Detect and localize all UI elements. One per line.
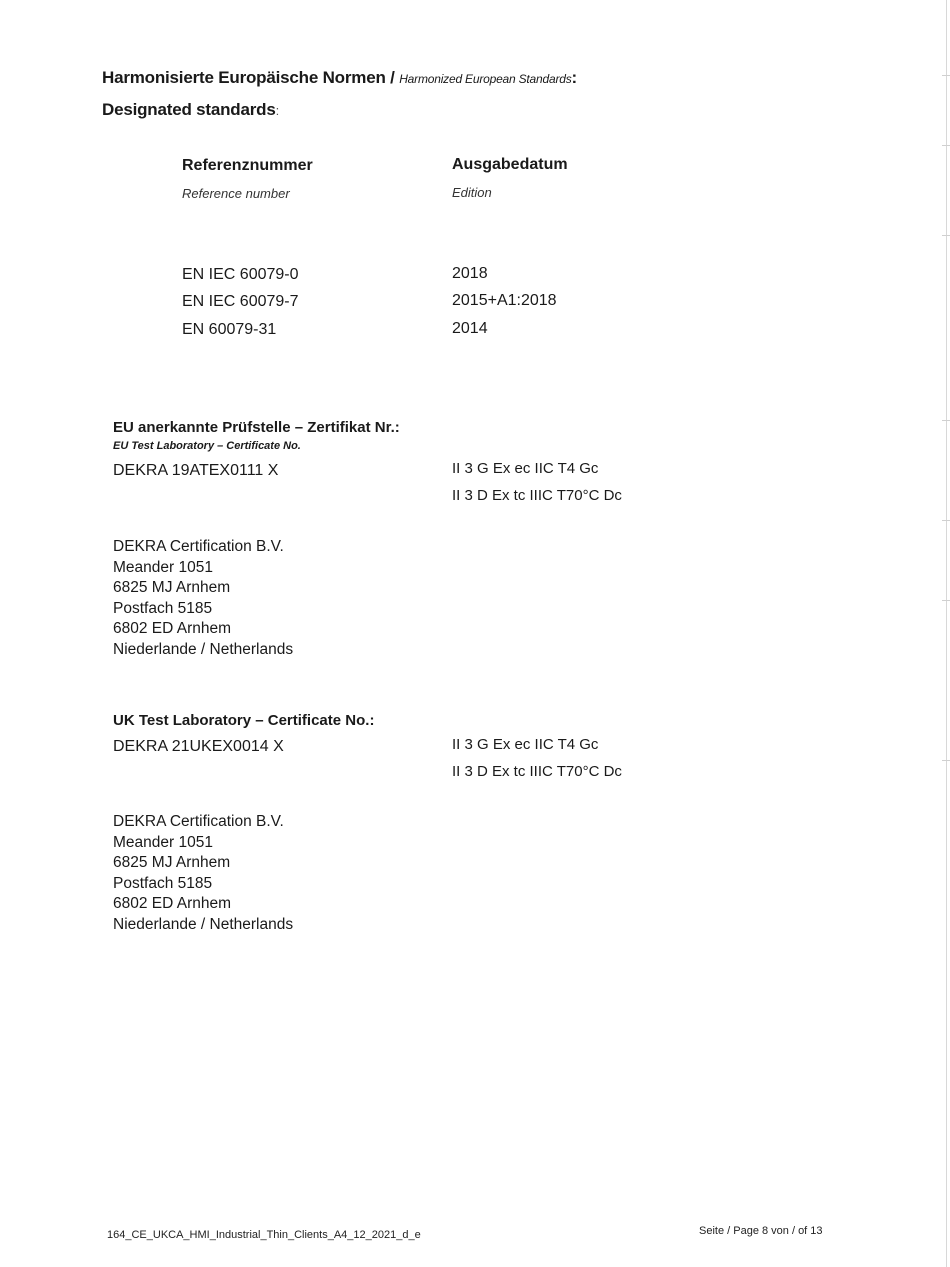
eu-lab-heading: EU anerkannte Prüfstelle – Zertifikat Nr.:: [113, 419, 400, 436]
eu-markings: [452, 455, 622, 509]
eu-lab-subheading: EU Test Laboratory – Certificate No.: [113, 440, 301, 452]
table-cell-edition: 2015+A1:2018: [452, 292, 557, 309]
footer-filename: 164_CE_UKCA_HMI_Industrial_Thin_Clients_A4_12_2021_d_e: [107, 1229, 421, 1241]
page-subtitle: [102, 100, 279, 120]
scan-edge-tick: [942, 600, 950, 601]
scan-edge-tick: [942, 235, 950, 236]
address-line: Niederlande / Netherlands: [113, 640, 294, 658]
table-cell-edition: 2014: [452, 320, 488, 337]
marking-dust: II 3 D Ex tc IIIC T70°C Dc: [452, 487, 622, 504]
page-title: [102, 68, 577, 88]
uk-markings: [452, 731, 622, 785]
col-subheader-reference: Reference number: [182, 186, 290, 201]
scan-edge-line: [946, 0, 947, 1267]
uk-lab-heading: UK Test Laboratory – Certificate No.:: [113, 712, 375, 729]
uk-lab-address: [113, 812, 293, 935]
scan-edge-tick: [942, 760, 950, 761]
footer-page-number: Seite / Page 8 von / of 13: [699, 1225, 823, 1237]
table-cell-reference: EN IEC 60079-0: [182, 266, 299, 283]
title-english: Harmonized European Standards: [399, 72, 572, 86]
address-line: 6802 ED Arnhem: [113, 895, 232, 912]
address-line: Meander 1051: [113, 558, 213, 576]
eu-lab-address: [113, 537, 293, 660]
address-line: 6802 ED Arnhem: [113, 620, 232, 637]
table-cell-edition: 2018: [452, 265, 488, 282]
col-subheader-edition: Edition: [452, 185, 492, 200]
scan-edge-tick: [942, 145, 950, 146]
subtitle-colon: :: [275, 103, 280, 118]
address-line: Postfach 5185: [113, 874, 213, 892]
address-line: 6825 MJ Arnhem: [113, 579, 231, 596]
col-header-reference: Referenznummer: [182, 157, 313, 174]
address-line: 6825 MJ Arnhem: [113, 854, 231, 871]
title-german: Harmonisierte Europäische Normen /: [102, 68, 395, 87]
table-cell-reference: EN IEC 60079-7: [182, 293, 299, 310]
scan-edge-tick: [942, 520, 950, 521]
marking-gas: II 3 G Ex ec IIC T4 Gc: [452, 736, 599, 753]
marking-gas: II 3 G Ex ec IIC T4 Gc: [452, 460, 599, 477]
subtitle-text: Designated standards: [102, 100, 276, 119]
eu-certificate-number: DEKRA 19ATEX0111 X: [113, 462, 279, 479]
marking-dust: II 3 D Ex tc IIIC T70°C Dc: [452, 763, 622, 780]
address-line: Niederlande / Netherlands: [113, 915, 294, 933]
col-header-edition: Ausgabedatum: [452, 156, 568, 173]
address-line: DEKRA Certification B.V.: [113, 813, 284, 830]
scan-edge-tick: [942, 75, 950, 76]
table-cell-reference: EN 60079-31: [182, 321, 277, 338]
title-colon: :: [571, 68, 577, 87]
address-line: Meander 1051: [113, 833, 213, 851]
address-line: DEKRA Certification B.V.: [113, 538, 284, 555]
scan-edge-tick: [942, 420, 950, 421]
address-line: Postfach 5185: [113, 599, 213, 617]
uk-certificate-number: DEKRA 21UKEX0014 X: [113, 738, 284, 755]
